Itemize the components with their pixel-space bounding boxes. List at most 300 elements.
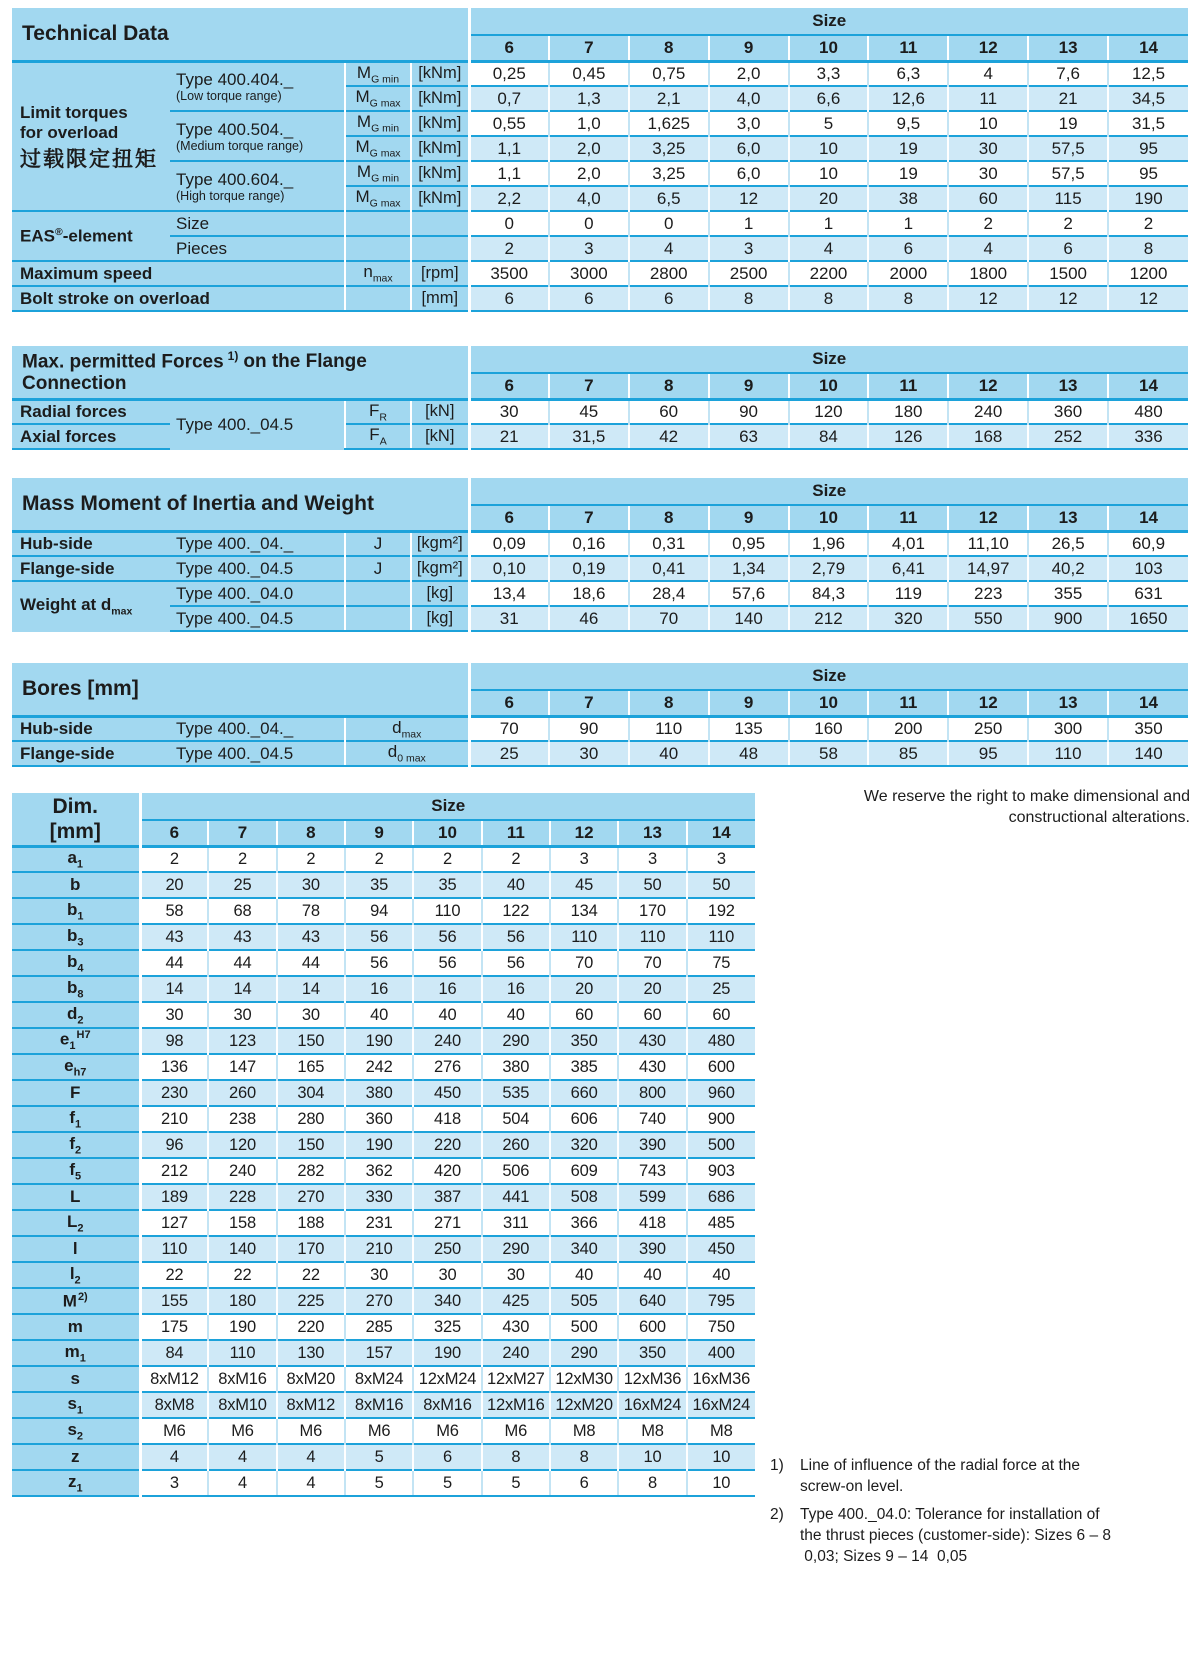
value-cell: 1,3 (549, 86, 629, 111)
value-cell: 4,01 (868, 531, 948, 556)
value-cell: 60 (550, 1002, 618, 1028)
table-row (12, 211, 1188, 236)
value-cell: 2 (948, 211, 1028, 236)
value-cell: 40 (687, 1262, 755, 1288)
value-cell: 320 (868, 606, 948, 631)
value-cell: 14,97 (948, 556, 1028, 581)
value-cell: 3,3 (789, 61, 869, 86)
value-cell: 40,2 (1028, 556, 1108, 581)
table-row (12, 261, 1188, 286)
unit-mm: [mm] (411, 286, 469, 311)
value-cell: 606 (550, 1106, 618, 1132)
value-cell: 25 (208, 872, 276, 898)
type-label-404: Type 400.404._ (Low torque range) (170, 61, 345, 111)
unit-kg: [kg] (411, 606, 469, 631)
value-cell: 285 (345, 1314, 413, 1340)
value-cell: 2 (1108, 211, 1188, 236)
value-cell: 16 (345, 976, 413, 1002)
eas-size-label: Size (170, 211, 345, 236)
size-col-header: 9 (709, 690, 789, 716)
value-cell: 480 (1108, 399, 1188, 424)
value-cell: 0 (629, 211, 709, 236)
size-col-header: 10 (789, 505, 869, 531)
value-cell: 12xM36 (618, 1366, 686, 1392)
value-cell: 290 (482, 1028, 550, 1054)
value-cell: 6,5 (629, 186, 709, 211)
inertia-weight-table (12, 478, 1188, 632)
value-cell: 13,4 (469, 581, 549, 606)
table-row (12, 716, 1188, 741)
dim-row (12, 1392, 755, 1418)
value-cell: 6 (629, 286, 709, 311)
dim-label: $l_2$ (12, 1262, 140, 1288)
value-cell: 16xM24 (618, 1392, 686, 1418)
value-cell: 6 (549, 286, 629, 311)
value-cell: 366 (550, 1210, 618, 1236)
value-cell: 21 (469, 424, 549, 449)
type-label: Type 400._04.5 (170, 399, 345, 449)
dim-label: b (12, 872, 140, 898)
value-cell: 44 (277, 950, 345, 976)
value-cell: 290 (482, 1236, 550, 1262)
dim-label: $L_2$ (12, 1210, 140, 1236)
size-col-header: 14 (1108, 35, 1188, 61)
value-cell: 1500 (1028, 261, 1108, 286)
value-cell: 168 (948, 424, 1028, 449)
size-col-header: 14 (1108, 690, 1188, 716)
value-cell: 5 (413, 1470, 481, 1496)
value-cell: 640 (618, 1288, 686, 1314)
value-cell: 900 (1028, 606, 1108, 631)
value-cell: 8xM12 (277, 1392, 345, 1418)
value-cell: 2,0 (549, 161, 629, 186)
value-cell: 2 (277, 846, 345, 872)
value-cell: 250 (948, 716, 1028, 741)
value-cell: 40 (482, 872, 550, 898)
value-cell: 28,4 (629, 581, 709, 606)
dim-row (12, 1418, 755, 1444)
value-cell: 7,6 (1028, 61, 1108, 86)
value-cell: 225 (277, 1288, 345, 1314)
value-cell: 220 (277, 1314, 345, 1340)
value-cell: 70 (629, 606, 709, 631)
value-cell: 14 (277, 976, 345, 1002)
value-cell: 20 (140, 872, 208, 898)
value-cell: 16 (413, 976, 481, 1002)
table-row (12, 286, 1188, 311)
value-cell: 2,0 (549, 136, 629, 161)
table-row (12, 111, 1188, 136)
value-cell: 4 (277, 1470, 345, 1496)
value-cell: 30 (277, 872, 345, 898)
value-cell: 43 (208, 924, 276, 950)
value-cell: 3 (687, 846, 755, 872)
dim-title: Dim. [mm] (12, 793, 140, 846)
dim-label: $z_1$ (12, 1470, 140, 1496)
value-cell: 70 (469, 716, 549, 741)
unit-knm: [kNm] (411, 186, 469, 211)
empty-cell (411, 236, 469, 261)
value-cell: 12,6 (868, 86, 948, 111)
value-cell: 8xM16 (208, 1366, 276, 1392)
empty-cell (345, 581, 411, 606)
value-cell: 56 (345, 950, 413, 976)
value-cell: 3 (709, 236, 789, 261)
value-cell: 4 (948, 236, 1028, 261)
alterations-note: We reserve the right to make dimensional and constructional alterations. (863, 788, 1190, 826)
size-col-header: 11 (868, 35, 948, 61)
unit-kn: [kN] (411, 399, 469, 424)
size-col-header: 12 (948, 373, 1028, 399)
value-cell: 57,5 (1028, 136, 1108, 161)
value-cell: 360 (345, 1106, 413, 1132)
value-cell: 16 (482, 976, 550, 1002)
dim-row (12, 1158, 755, 1184)
value-cell: 12,5 (1108, 61, 1188, 86)
value-cell: 175 (140, 1314, 208, 1340)
value-cell: 230 (140, 1080, 208, 1106)
value-cell: 120 (208, 1132, 276, 1158)
value-cell: 0 (469, 211, 549, 236)
value-cell: 441 (482, 1184, 550, 1210)
size-col-header: 7 (208, 820, 276, 846)
symbol-mg-max: $M_{G max}$ (345, 136, 411, 161)
size-col-header: 9 (709, 373, 789, 399)
value-cell: 795 (687, 1288, 755, 1314)
size-header: Size (469, 478, 1188, 505)
value-cell: 750 (687, 1314, 755, 1340)
unit-kgm2: [kgm²] (411, 531, 469, 556)
value-cell: 192 (687, 898, 755, 924)
value-cell: 6 (1028, 236, 1108, 261)
value-cell: 18,6 (549, 581, 629, 606)
type-label: Type 400._04._ (170, 716, 345, 741)
bores-table (12, 663, 1188, 767)
dim-row (12, 1184, 755, 1210)
dim-row (12, 1236, 755, 1262)
value-cell: 0,55 (469, 111, 549, 136)
value-cell: 120 (789, 399, 869, 424)
value-cell: 5 (345, 1444, 413, 1470)
value-cell: 4 (948, 61, 1028, 86)
value-cell: 110 (550, 924, 618, 950)
table-row (12, 161, 1188, 186)
value-cell: 127 (140, 1210, 208, 1236)
flange-side-label: Flange-side (12, 741, 170, 766)
value-cell: 50 (618, 872, 686, 898)
value-cell: 1 (789, 211, 869, 236)
value-cell: 34,5 (1108, 86, 1188, 111)
table-title: Bores [mm] (12, 663, 469, 716)
value-cell: 40 (618, 1262, 686, 1288)
value-cell: 150 (277, 1028, 345, 1054)
value-cell: 70 (618, 950, 686, 976)
value-cell: 110 (629, 716, 709, 741)
value-cell: 6,6 (789, 86, 869, 111)
symbol-mg-min: $M_{G min}$ (345, 111, 411, 136)
size-col-header: 10 (789, 373, 869, 399)
value-cell: 40 (345, 1002, 413, 1028)
value-cell: 110 (687, 924, 755, 950)
value-cell: 2200 (789, 261, 869, 286)
value-cell: 110 (618, 924, 686, 950)
size-col-header: 11 (482, 820, 550, 846)
dim-label: $s_1$ (12, 1392, 140, 1418)
dim-label: m (12, 1314, 140, 1340)
value-cell: 46 (549, 606, 629, 631)
weight-label: Weight at $d_{max}$ (12, 581, 170, 631)
value-cell: 16xM36 (687, 1366, 755, 1392)
value-cell: 390 (618, 1132, 686, 1158)
value-cell: 30 (469, 399, 549, 424)
value-cell: 212 (140, 1158, 208, 1184)
table-row (12, 581, 1188, 606)
value-cell: 270 (277, 1184, 345, 1210)
value-cell: 57,5 (1028, 161, 1108, 186)
footnotes (770, 1455, 1122, 1574)
value-cell: 60,9 (1108, 531, 1188, 556)
value-cell: 31,5 (549, 424, 629, 449)
value-cell: 189 (140, 1184, 208, 1210)
value-cell: 84 (789, 424, 869, 449)
size-col-header: 6 (469, 505, 549, 531)
value-cell: 4,0 (709, 86, 789, 111)
value-cell: 0,41 (629, 556, 709, 581)
value-cell: 362 (345, 1158, 413, 1184)
value-cell: 90 (709, 399, 789, 424)
value-cell: 631 (1108, 581, 1188, 606)
value-cell: 4 (140, 1444, 208, 1470)
size-col-header: 8 (629, 373, 709, 399)
value-cell: 8 (550, 1444, 618, 1470)
dim-row (12, 1288, 755, 1314)
value-cell: 220 (413, 1132, 481, 1158)
value-cell: M6 (345, 1418, 413, 1444)
symbol-mg-min: $M_{G min}$ (345, 161, 411, 186)
group-label-line: for overload (20, 122, 119, 142)
size-col-header: 13 (1028, 373, 1108, 399)
value-cell: 44 (208, 950, 276, 976)
value-cell: 1,1 (469, 161, 549, 186)
value-cell: 43 (277, 924, 345, 950)
value-cell: 10 (948, 111, 1028, 136)
empty-cell (345, 236, 411, 261)
dim-label: l (12, 1236, 140, 1262)
unit-knm: [kNm] (411, 161, 469, 186)
size-col-header: 10 (413, 820, 481, 846)
value-cell: 800 (618, 1080, 686, 1106)
value-cell: 282 (277, 1158, 345, 1184)
flange-forces-table (12, 346, 1188, 450)
unit-knm: [kNm] (411, 86, 469, 111)
type-label-504: Type 400.504._ (Medium torque range) (170, 111, 345, 161)
value-cell: 40 (629, 741, 709, 766)
footnote-text: Type 400._04.0: Tolerance for installation of the thrust pieces (customer-side): Sizes 6 – 8 0,03; Sizes 9 – 14 0,05 (800, 1506, 1111, 1565)
value-cell: 134 (550, 898, 618, 924)
value-cell: 8 (1108, 236, 1188, 261)
size-header: Size (469, 8, 1188, 35)
value-cell: 48 (709, 741, 789, 766)
type-label-604: Type 400.604._ (High torque range) (170, 161, 345, 211)
dim-label: $b_4$ (12, 950, 140, 976)
value-cell: 190 (1108, 186, 1188, 211)
size-col-header: 11 (868, 690, 948, 716)
footnote-text: Line of influence of the radial force at the screw-on level. (800, 1457, 1081, 1495)
value-cell: 30 (413, 1262, 481, 1288)
value-cell: 430 (482, 1314, 550, 1340)
value-cell: 6,0 (709, 161, 789, 186)
value-cell: 35 (413, 872, 481, 898)
value-cell: 14 (208, 976, 276, 1002)
value-cell: 430 (618, 1028, 686, 1054)
value-cell: 20 (550, 976, 618, 1002)
value-cell: 110 (413, 898, 481, 924)
value-cell: 2,2 (469, 186, 549, 211)
dim-row (12, 976, 755, 1002)
value-cell: 418 (618, 1210, 686, 1236)
value-cell: 12xM30 (550, 1366, 618, 1392)
value-cell: 485 (687, 1210, 755, 1236)
symbol-mg-max: $M_{G max}$ (345, 186, 411, 211)
type-label: Type 400._04.5 (170, 556, 345, 581)
value-cell: 3,25 (629, 136, 709, 161)
value-cell: 96 (140, 1132, 208, 1158)
value-cell: 355 (1028, 581, 1108, 606)
size-col-header: 8 (277, 820, 345, 846)
size-col-header: 13 (1028, 690, 1108, 716)
value-cell: 500 (687, 1132, 755, 1158)
value-cell: 122 (482, 898, 550, 924)
table-row (12, 399, 1188, 424)
value-cell: 30 (277, 1002, 345, 1028)
unit-rpm: [rpm] (411, 261, 469, 286)
value-cell: 4 (208, 1444, 276, 1470)
value-cell: 150 (277, 1132, 345, 1158)
value-cell: 11 (948, 86, 1028, 111)
value-cell: 10 (687, 1470, 755, 1496)
value-cell: 2 (1028, 211, 1108, 236)
dim-row (12, 1132, 755, 1158)
value-cell: 98 (140, 1028, 208, 1054)
value-cell: 0,75 (629, 61, 709, 86)
value-cell: 16xM24 (687, 1392, 755, 1418)
value-cell: 430 (618, 1054, 686, 1080)
value-cell: 0,16 (549, 531, 629, 556)
dim-row (12, 872, 755, 898)
value-cell: 70 (550, 950, 618, 976)
value-cell: 238 (208, 1106, 276, 1132)
size-col-header: 8 (629, 35, 709, 61)
value-cell: 95 (1108, 136, 1188, 161)
value-cell: 5 (482, 1470, 550, 1496)
value-cell: 260 (482, 1132, 550, 1158)
value-cell: 400 (687, 1340, 755, 1366)
footnote-number: 2) (770, 1506, 784, 1523)
value-cell: 231 (345, 1210, 413, 1236)
value-cell: 9,5 (868, 111, 948, 136)
value-cell: 330 (345, 1184, 413, 1210)
value-cell: 0,19 (549, 556, 629, 581)
value-cell: 60 (687, 1002, 755, 1028)
dim-label: $m_1$ (12, 1340, 140, 1366)
value-cell: 0,10 (469, 556, 549, 581)
value-cell: 600 (618, 1314, 686, 1340)
value-cell: 6,41 (868, 556, 948, 581)
unit-kg: [kg] (411, 581, 469, 606)
value-cell: 242 (345, 1054, 413, 1080)
value-cell: 0,45 (549, 61, 629, 86)
value-cell: 340 (550, 1236, 618, 1262)
empty-cell (345, 286, 411, 311)
value-cell: 311 (482, 1210, 550, 1236)
group-maximum-speed: Maximum speed (12, 261, 345, 286)
value-cell: 8 (618, 1470, 686, 1496)
value-cell: 2000 (868, 261, 948, 286)
value-cell: 380 (482, 1054, 550, 1080)
table-row (12, 741, 1188, 766)
value-cell: 609 (550, 1158, 618, 1184)
value-cell: M6 (140, 1418, 208, 1444)
value-cell: 3000 (549, 261, 629, 286)
type-label: Type 400._04.0 (170, 581, 345, 606)
dim-label: $f_5$ (12, 1158, 140, 1184)
value-cell: 57,6 (709, 581, 789, 606)
value-cell: 223 (948, 581, 1028, 606)
value-cell: M6 (208, 1418, 276, 1444)
value-cell: 56 (482, 924, 550, 950)
value-cell: 2800 (629, 261, 709, 286)
dim-row (12, 1028, 755, 1054)
size-col-header: 9 (709, 35, 789, 61)
value-cell: 30 (948, 136, 1028, 161)
value-cell: 350 (550, 1028, 618, 1054)
value-cell: 12xM16 (482, 1392, 550, 1418)
dim-label: $f_1$ (12, 1106, 140, 1132)
value-cell: 95 (1108, 161, 1188, 186)
header-row (12, 8, 1188, 35)
value-cell: 103 (1108, 556, 1188, 581)
value-cell: 270 (345, 1288, 413, 1314)
unit-kgm2: [kgm²] (411, 556, 469, 581)
size-col-header: 13 (618, 820, 686, 846)
size-col-header: 7 (549, 690, 629, 716)
size-col-header: 11 (868, 505, 948, 531)
value-cell: 165 (277, 1054, 345, 1080)
value-cell: 6 (550, 1470, 618, 1496)
value-cell: 123 (208, 1028, 276, 1054)
value-cell: 140 (208, 1236, 276, 1262)
group-eas-element: EAS®-element (12, 211, 170, 261)
value-cell: 50 (687, 872, 755, 898)
dim-row (12, 1002, 755, 1028)
value-cell: 56 (413, 924, 481, 950)
value-cell: 260 (208, 1080, 276, 1106)
value-cell: 280 (277, 1106, 345, 1132)
value-cell: 21 (1028, 86, 1108, 111)
value-cell: 1,96 (789, 531, 869, 556)
hub-side-label: Hub-side (12, 531, 170, 556)
value-cell: 30 (345, 1262, 413, 1288)
value-cell: 200 (868, 716, 948, 741)
symbol-fa: $F_A$ (345, 424, 411, 449)
value-cell: 94 (345, 898, 413, 924)
value-cell: 2500 (709, 261, 789, 286)
value-cell: 180 (868, 399, 948, 424)
size-col-header: 13 (1028, 35, 1108, 61)
dim-row (12, 1210, 755, 1236)
value-cell: 599 (618, 1184, 686, 1210)
value-cell: 12 (948, 286, 1028, 311)
